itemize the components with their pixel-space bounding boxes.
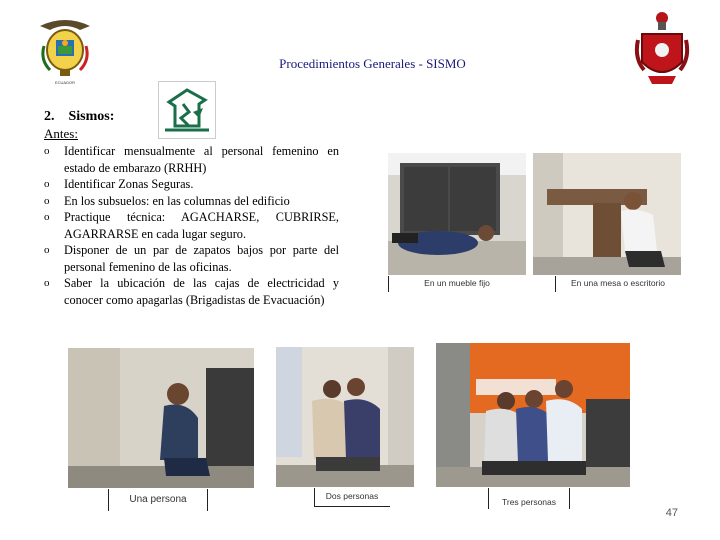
bullet-list [44,143,339,308]
three-people-crouching-photo [436,343,630,487]
person-beside-desk-photo [533,153,681,275]
list-item: o Identificar mensualmente al personal femenino en estado de embarazo (RRHH) [44,143,339,176]
list-item: o En los subsuelos: en las columnas del edificio [44,193,339,210]
section-heading [44,109,114,125]
page-title: Procedimientos Generales - SISMO [279,56,466,71]
one-person-column-photo [68,348,254,488]
left-logo-caption: ECUADOR [54,80,75,85]
two-people-crouching-photo [276,347,414,487]
antes-label: Antes: [44,126,78,141]
caption-box [314,488,390,507]
left-logo [36,16,94,88]
red-heraldic-shield-icon [634,10,690,88]
caption-box [488,488,570,509]
earthquake-cracked-house-icon [158,81,216,139]
person-under-cabinet-photo [388,153,526,275]
caption-box [108,489,208,511]
photo-caption: Tres personas [501,497,556,507]
list-item: o Practique técnica: AGACHARSE, CUBRIRSE, AGARRARSE en cada lugar seguro. [44,209,339,242]
list-item: o Saber la ubicación de las cajas de electricidad y conocer como apagarlas (Brigadistas de Evacuación) [44,275,339,308]
caption-box [555,276,681,292]
caption-box [388,276,526,292]
list-item: o Disponer de un par de zapatos bajos por parte del personal femenino de las oficinas. [44,242,339,275]
section-title: Sismos: [68,109,115,124]
ecuador-coat-of-arms-icon [36,16,94,88]
photo-caption: En una mesa o escritorio [570,278,666,288]
page-number: 47 [665,507,678,519]
photo-caption: Dos personas [325,491,379,501]
section-number: 2. [44,109,55,124]
photo-caption: Una persona [129,494,187,505]
list-item: o Identificar Zonas Seguras. [44,176,339,193]
right-logo [634,10,690,88]
photo-caption: En un mueble fijo [424,278,490,288]
